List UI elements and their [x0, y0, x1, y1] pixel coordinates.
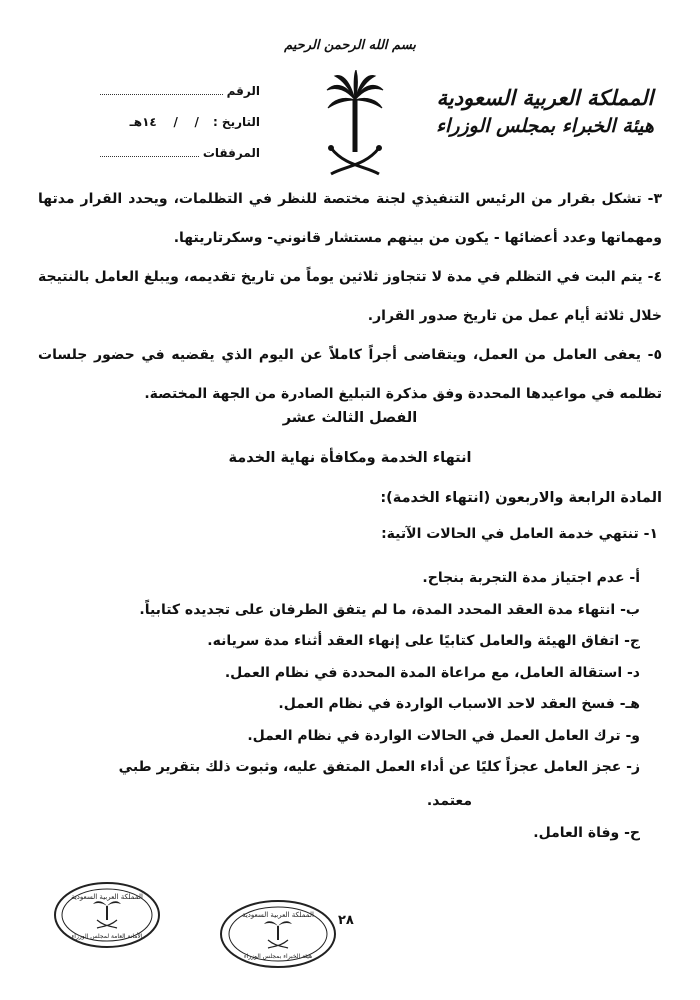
paragraph-4: ٤- يتم البت في التظلم في مدة لا تتجاوز ثلاثين يوماً من تاريخ تقديمه، ويبلغ العامل بالنتيجة خلال ثلاثة أيام عمل من تاريخ صدور القرار. [38, 269, 662, 324]
list-item: ج- اتفاق الهيئة والعامل كتابيًا على إنهاء العقد أثناء مدة سريانه. [207, 633, 640, 649]
chapter-title: الفصل الثالث عشر [282, 410, 418, 426]
list-item: هـ- فسخ العقد لاحد الاسباب الواردة في نظام العمل. [278, 696, 640, 712]
authority-name: هيئة الخبراء بمجلس الوزراء [436, 115, 654, 137]
paragraph-3: ٣- تشكل بقرار من الرئيس التنفيذي لجنة مختصة للنظر في التظلمات، ويحدد القرار مدتها ومهماتها وعدد أعضائها - يكون من بينهم مستشار قانوني- وسكرتاريتها. [38, 191, 662, 246]
list-item: د- استقالة العامل، مع مراعاة المدة المحددة في نظام العمل. [224, 664, 640, 681]
meta-number-line [100, 84, 223, 95]
stamp1-subtext: الأمانة العامة لمجلس الوزراء [71, 933, 143, 940]
clause-intro: ١- تنتهي خدمة العامل في الحالات الآتية: [381, 526, 658, 542]
meta-date-label: التاريخ : [212, 115, 260, 129]
meta-date-value: / / ١٤هـ [129, 115, 199, 129]
list-item-continuation: معتمد. [426, 792, 472, 809]
list-item: ح- وفاة العامل. [533, 824, 640, 841]
stamp2-text: المملكة العربية السعودية [242, 911, 314, 919]
list-item: أ- عدم اجتياز مدة التجربة بنجاح. [422, 570, 640, 586]
kingdom-name: المملكة العربية السعودية [436, 85, 654, 110]
article-heading: المادة الرابعة والاربعون (انتهاء الخدمة): [380, 490, 662, 506]
meta-number-row [100, 84, 260, 115]
list-item: ز- عجز العامل عجزاً كليًا عن أداء العمل المتفق عليه، وثبوت ذلك بتقرير طبي [118, 759, 640, 775]
list-item: ب- انتهاء مدة العقد المحدد المدة، ما لم يتفق الطرفان على تجديده كتابياً. [139, 601, 640, 618]
page-number: ٢٨ [338, 913, 354, 928]
letterhead-kingdom [430, 84, 660, 140]
stamp1-text: المملكة العربية السعودية [71, 893, 143, 901]
meta-date-row [100, 115, 260, 146]
paragraph-5: ٥- يعفى العامل من العمل، ويتقاضى أجراً كاملاً عن اليوم الذي يقضيه في حضور جلسات تظلمه في مواعيدها المحددة وفق مذكرة التبليغ الصادرة من الجهة المختصة. [38, 347, 662, 402]
stamp2-subtext: هيئة الخبراء بمجلس الوزراء [243, 953, 313, 960]
official-seal-stamp [218, 898, 338, 970]
list-item: و- ترك العامل العمل في الحالات الواردة في نظام العمل. [247, 727, 640, 744]
saudi-palm-swords-icon [325, 70, 385, 178]
termination-cases-list [50, 563, 640, 849]
official-seal-stamp [52, 880, 162, 950]
chapter-subtitle: انتهاء الخدمة ومكافأة نهاية الخدمة [228, 450, 472, 466]
letter-meta [100, 84, 260, 177]
meta-attachments-label: المرفقات [202, 146, 260, 160]
meta-attachments-line [100, 146, 199, 157]
meta-attachments-row [100, 146, 260, 177]
meta-number-label: الرقم [226, 84, 260, 98]
basmala: بسم الله الرحمن الرحيم [284, 38, 416, 53]
